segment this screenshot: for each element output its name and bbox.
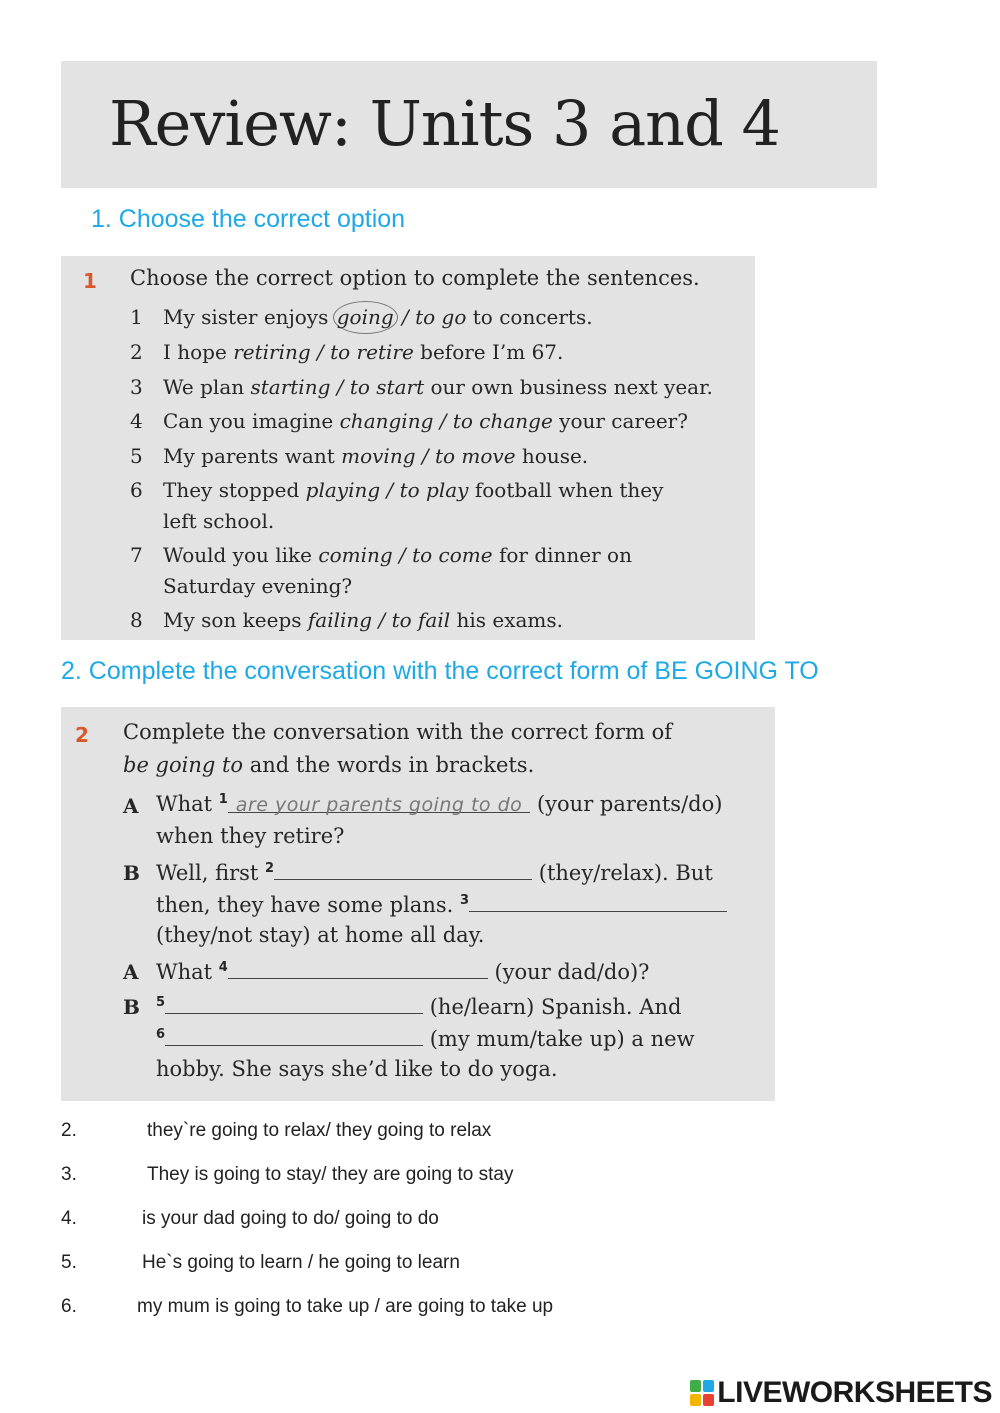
exercise2-panel <box>61 707 775 1101</box>
option-separator: / <box>310 340 331 364</box>
option-separator: / <box>415 444 435 468</box>
dialogue-text: What <box>156 960 219 984</box>
option-2[interactable]: to retire <box>330 340 414 364</box>
option-1: going <box>336 305 394 329</box>
item-text: They stopped <box>163 478 306 502</box>
logo-mark-icon <box>690 1380 714 1406</box>
option-1[interactable]: moving <box>341 444 416 468</box>
liveworksheets-logo <box>690 1376 992 1410</box>
dialogue-a1 <box>156 792 722 816</box>
dialogue-text: (they/relax). But <box>532 861 713 885</box>
option-separator: / <box>330 375 350 399</box>
item-text: his exams. <box>450 608 564 632</box>
option-separator: / <box>392 543 413 567</box>
answer-text[interactable]: He`s going to learn / he going to learn <box>142 1252 460 1273</box>
answer-number: 4. <box>61 1208 77 1229</box>
option-2[interactable]: to change <box>452 409 553 433</box>
section1-heading: 1. Choose the correct option <box>91 205 406 233</box>
logo-text: LIVEWORKSHEETS <box>717 1376 992 1409</box>
answer-blank-3[interactable] <box>469 891 727 912</box>
instruction-rest: and the words in brackets. <box>243 753 535 777</box>
item-number: 2 <box>130 340 143 364</box>
answer-number: 2. <box>61 1120 77 1141</box>
dialogue-b1-line2 <box>156 891 727 917</box>
dialogue-b2-line2 <box>156 1025 695 1051</box>
logo-square <box>703 1380 714 1392</box>
option-2[interactable]: to fail <box>391 608 451 632</box>
instruction-italic: be going to <box>123 753 244 777</box>
exercise1-panel <box>61 256 755 640</box>
speaker-a-label: A <box>123 960 139 984</box>
item-number: 8 <box>130 608 143 632</box>
exercise2-instruction-line2 <box>123 753 534 777</box>
speaker-b-label: B <box>123 995 140 1019</box>
item-number: 5 <box>130 444 143 468</box>
option-1[interactable]: failing <box>307 608 373 632</box>
exercise1-number: 1 <box>83 269 97 293</box>
item-text: to concerts. <box>466 305 593 329</box>
answer-number: 5. <box>61 1252 77 1273</box>
dialogue-text: (your dad/do)? <box>487 960 650 984</box>
dialogue-text: then, they have some plans. <box>156 893 460 917</box>
option-2[interactable]: to come <box>412 543 493 567</box>
blank-number: 2 <box>265 861 275 876</box>
exercise1-item <box>130 441 589 472</box>
item-text: our own business next year. <box>424 375 713 399</box>
option-separator: / <box>433 409 453 433</box>
dialogue-a1-line2: when they retire? <box>156 824 345 848</box>
example-answer-blank <box>228 792 531 816</box>
item-text: My son keeps <box>163 608 308 632</box>
logo-square <box>703 1394 714 1406</box>
dialogue-b1 <box>156 859 713 885</box>
dialogue-text: (he/learn) Spanish. And <box>423 995 682 1019</box>
dialogue-text: What <box>156 792 219 816</box>
exercise1-item <box>130 372 713 403</box>
logo-square <box>690 1394 701 1406</box>
blank-number: 1 <box>218 792 228 807</box>
option-2[interactable]: to move <box>434 444 516 468</box>
title-banner <box>61 61 877 188</box>
item-text: before I’m 67. <box>413 340 564 364</box>
dialogue-b2-line3: hobby. She says she’d like to do yoga. <box>156 1057 558 1081</box>
item-number: 1 <box>130 305 143 329</box>
exercise1-instruction: Choose the correct option to complete the sentences. <box>130 266 700 290</box>
answer-blank-2[interactable] <box>274 859 532 880</box>
item-number: 7 <box>130 543 143 567</box>
item-text-line2: left school. <box>163 509 275 533</box>
speaker-b-label: B <box>123 861 140 885</box>
item-text: house. <box>515 444 589 468</box>
item-text: My sister enjoys <box>163 305 335 329</box>
blank-number: 5 <box>156 995 166 1010</box>
answer-text[interactable]: my mum is going to take up / are going to take up <box>137 1296 554 1317</box>
option-2[interactable]: to play <box>399 478 469 502</box>
answer-number: 3. <box>61 1164 77 1185</box>
exercise1-item <box>130 605 564 636</box>
item-text: your career? <box>552 409 688 433</box>
answer-text[interactable]: is your dad going to do/ going to do <box>142 1208 439 1229</box>
option-separator: / <box>372 608 392 632</box>
exercise1-item <box>130 540 632 602</box>
blank-number: 6 <box>156 1027 166 1042</box>
item-text: I hope <box>163 340 234 364</box>
option-separator: / <box>380 478 400 502</box>
option-separator: / <box>395 305 416 329</box>
option-1[interactable]: playing <box>305 478 381 502</box>
option-1[interactable]: retiring <box>233 340 311 364</box>
exercise1-item <box>130 302 593 333</box>
answer-text[interactable]: they`re going to relax/ they going to relax <box>147 1120 492 1141</box>
exercise1-item <box>130 337 564 368</box>
option-2[interactable]: to go <box>415 305 467 329</box>
answer-blank-5[interactable] <box>165 993 423 1014</box>
answer-number: 6. <box>61 1296 77 1317</box>
item-number: 4 <box>130 409 143 433</box>
exercise1-item <box>130 406 688 437</box>
exercise1-item <box>130 475 664 537</box>
option-1[interactable]: changing <box>339 409 434 433</box>
item-number: 3 <box>130 375 143 399</box>
blank-number: 4 <box>218 960 228 975</box>
item-text: Would you like <box>163 543 319 567</box>
option-1[interactable]: coming <box>318 543 393 567</box>
section2-heading: 2. Complete the conversation with the correct form of BE GOING TO <box>61 657 819 685</box>
item-text: Can you imagine <box>163 409 340 433</box>
circled-option[interactable] <box>333 301 398 334</box>
option-2[interactable]: to start <box>349 375 425 399</box>
answer-text[interactable]: They is going to stay/ they are going to stay <box>147 1164 514 1185</box>
page-title: Review: Units 3 and 4 <box>109 87 780 160</box>
logo-square <box>690 1380 701 1392</box>
dialogue-text: (my mum/take up) a new <box>423 1027 695 1051</box>
blank-number: 3 <box>459 893 470 908</box>
item-text: We plan <box>163 375 251 399</box>
answer-blank-6[interactable] <box>165 1025 423 1046</box>
dialogue-b2 <box>156 993 681 1019</box>
item-text: My parents want <box>163 444 342 468</box>
dialogue-a2 <box>156 958 649 984</box>
item-text-line2: Saturday evening? <box>163 574 353 598</box>
answer-blank-4[interactable] <box>228 958 488 979</box>
speaker-a-label: A <box>123 794 139 818</box>
dialogue-b1-line3: (they/not stay) at home all day. <box>156 923 485 947</box>
dialogue-text: (your parents/do) <box>530 792 723 816</box>
example-answer: are your parents going to do <box>235 794 523 816</box>
item-text: football when they <box>468 478 664 502</box>
item-text: for dinner on <box>492 543 632 567</box>
dialogue-text: Well, first <box>156 861 266 885</box>
item-number: 6 <box>130 478 143 502</box>
option-1[interactable]: starting <box>250 375 331 399</box>
exercise2-number: 2 <box>75 723 89 747</box>
answers-list <box>61 1120 761 1330</box>
exercise2-instruction-line1: Complete the conversation with the correct form of <box>123 720 673 744</box>
